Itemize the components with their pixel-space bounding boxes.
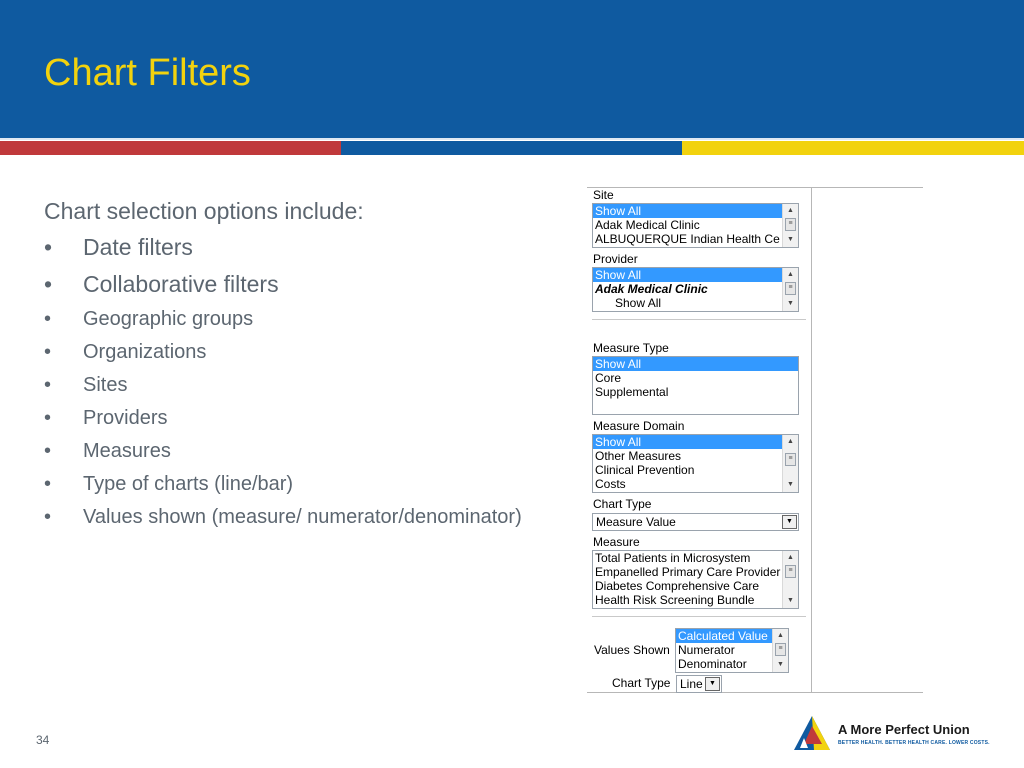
scroll-up-icon[interactable]: ▲ — [777, 632, 784, 639]
values-shown-option[interactable]: Calculated Value — [676, 629, 788, 643]
values-shown-scrollbar[interactable] — [772, 629, 788, 672]
dropdown-arrow-icon[interactable]: ▼ — [705, 677, 720, 691]
measure-listbox[interactable] — [592, 550, 799, 609]
scroll-thumb-icon[interactable]: ≡ — [785, 218, 796, 231]
measure-domain-listbox[interactable] — [592, 434, 799, 493]
provider-listbox[interactable] — [592, 267, 799, 312]
panel-divider — [811, 188, 812, 692]
site-option[interactable]: ALBUQUERQUE Indian Health Ce — [595, 232, 780, 246]
logo-icon — [792, 714, 832, 754]
bullet-icon: • — [44, 440, 52, 462]
bullet-item — [44, 504, 524, 530]
accent-stripe-yellow — [682, 141, 1024, 155]
bullet-icon: • — [44, 271, 53, 297]
measure-type-label: Measure Type — [593, 341, 669, 355]
measure-option[interactable]: Empanelled Primary Care Provider — [595, 565, 781, 579]
site-label: Site — [593, 188, 614, 202]
provider-scrollbar[interactable] — [782, 268, 798, 311]
chart-type-label: Chart Type — [593, 497, 652, 511]
slide-header — [0, 0, 1024, 138]
bullet-item — [44, 405, 524, 431]
accent-stripe-red — [0, 141, 341, 155]
bullet-item — [44, 232, 524, 262]
filter-panel — [587, 187, 923, 693]
measure-label: Measure — [593, 535, 640, 549]
bullet-icon: • — [44, 341, 52, 363]
site-scrollbar[interactable] — [782, 204, 798, 247]
provider-option[interactable]: Show All — [593, 268, 798, 282]
measure-option[interactable]: Health Risk Screening Bundle — [595, 593, 755, 607]
measure-domain-option[interactable]: Clinical Prevention — [595, 463, 695, 477]
site-option[interactable]: Show All — [593, 204, 798, 218]
slide-body — [44, 196, 524, 537]
intro-text: Chart selection options include: — [44, 198, 364, 224]
scroll-down-icon[interactable]: ▼ — [787, 597, 794, 604]
site-listbox[interactable] — [592, 203, 799, 248]
measure-domain-label: Measure Domain — [593, 419, 685, 433]
dropdown-arrow-icon[interactable]: ▼ — [782, 515, 797, 529]
slide-title: Chart Filters — [44, 52, 251, 94]
bullet-text: Type of charts (line/bar) — [83, 473, 294, 495]
measure-domain-option[interactable]: Other Measures — [595, 449, 682, 463]
bullet-text: Values shown (measure/ numerator/denominator) — [83, 506, 522, 528]
provider-label: Provider — [593, 252, 638, 266]
scroll-up-icon[interactable]: ▲ — [787, 554, 794, 561]
chart-type-2-value: Line — [680, 677, 703, 691]
measure-type-option[interactable]: Show All — [593, 357, 798, 371]
bullet-icon: • — [44, 473, 52, 495]
provider-group-option[interactable]: Adak Medical Clinic — [595, 282, 708, 296]
bullet-icon: • — [44, 407, 52, 429]
bullet-text: Geographic groups — [83, 308, 254, 330]
measure-option[interactable]: Total Patients in Microsystem — [595, 551, 751, 565]
bullet-icon: • — [44, 374, 52, 396]
values-shown-option[interactable]: Numerator — [678, 643, 735, 657]
slide-number: 34 — [36, 733, 50, 747]
values-shown-option[interactable]: Denominator — [678, 657, 747, 671]
scroll-up-icon[interactable]: ▲ — [787, 271, 794, 278]
bullet-text: Sites — [83, 374, 128, 396]
measure-domain-option[interactable]: Show All — [593, 435, 798, 449]
scroll-thumb-icon[interactable]: ≡ — [775, 643, 786, 656]
measure-scrollbar[interactable] — [782, 551, 798, 608]
scroll-up-icon[interactable]: ▲ — [787, 207, 794, 214]
section-separator — [592, 319, 806, 320]
bullet-icon: • — [44, 308, 52, 330]
chart-type-value: Measure Value — [596, 515, 676, 529]
bullet-icon: • — [44, 506, 52, 528]
bullet-text: Collaborative filters — [83, 271, 279, 297]
measure-type-option[interactable]: Supplemental — [595, 385, 669, 399]
scroll-up-icon[interactable]: ▲ — [787, 438, 794, 445]
measure-domain-option[interactable]: Costs — [595, 477, 626, 491]
scroll-down-icon[interactable]: ▼ — [787, 300, 794, 307]
bullet-list — [44, 232, 524, 530]
scroll-down-icon[interactable]: ▼ — [787, 481, 794, 488]
bullet-text: Date filters — [83, 234, 193, 260]
bullet-item — [44, 372, 524, 398]
measure-type-option[interactable]: Core — [595, 371, 622, 385]
scroll-down-icon[interactable]: ▼ — [777, 661, 784, 668]
bullet-item — [44, 306, 524, 332]
bullet-item — [44, 471, 524, 497]
scroll-thumb-icon[interactable]: ≡ — [785, 282, 796, 295]
bullet-text: Organizations — [83, 341, 207, 363]
provider-option[interactable]: Show All — [615, 296, 662, 310]
bullet-item — [44, 438, 524, 464]
bullet-text: Measures — [83, 440, 171, 462]
header-divider — [0, 138, 1024, 140]
site-option[interactable]: Adak Medical Clinic — [595, 218, 700, 232]
chart-type-2-label: Chart Type — [612, 676, 671, 690]
measure-option[interactable]: Diabetes Comprehensive Care — [595, 579, 760, 593]
accent-stripe-blue — [341, 141, 682, 155]
measure-domain-scrollbar[interactable] — [782, 435, 798, 492]
bullet-icon: • — [44, 234, 53, 260]
scroll-thumb-icon[interactable]: ≡ — [785, 565, 796, 578]
logo-tagline: BETTER HEALTH. BETTER HEALTH CARE. LOWER COSTS. — [838, 740, 990, 746]
logo-title: A More Perfect Union — [838, 722, 970, 737]
bullet-item — [44, 339, 524, 365]
values-shown-listbox[interactable] — [675, 628, 789, 673]
measure-type-listbox[interactable] — [592, 356, 799, 415]
scroll-down-icon[interactable]: ▼ — [787, 236, 794, 243]
scroll-thumb-icon[interactable]: ≡ — [785, 453, 796, 466]
bullet-item — [44, 269, 524, 299]
chart-type-2-select[interactable] — [676, 675, 722, 693]
section-separator — [592, 616, 806, 617]
values-shown-label: Values Shown — [594, 643, 670, 657]
bullet-text: Providers — [83, 407, 168, 429]
chart-type-select[interactable] — [592, 513, 799, 531]
